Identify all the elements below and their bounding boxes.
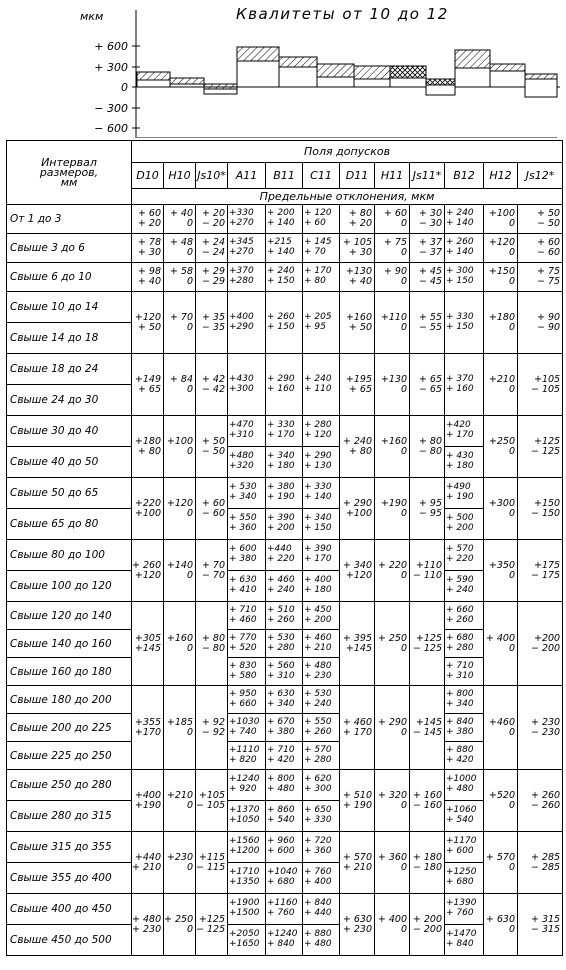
- table-row: [7, 770, 563, 801]
- cell-A11: +370 +280: [228, 263, 266, 292]
- cell-A11: + 550 + 360: [228, 509, 266, 540]
- table-row: [7, 602, 563, 630]
- cell-D10: +180 + 80: [132, 416, 164, 478]
- table-row: [7, 292, 563, 323]
- cell-B12: + 710 + 310: [445, 658, 484, 686]
- cell-C11: + 450 + 200: [303, 602, 340, 630]
- cell-H11: +130 0: [375, 354, 410, 416]
- cell-D11: + 570 + 210: [340, 832, 375, 894]
- table-row: [7, 234, 563, 263]
- cell-Js12: +105 − 105: [518, 354, 563, 416]
- cell-D11: + 240 + 80: [340, 416, 375, 478]
- cell-B12: + 260 + 140: [445, 234, 484, 263]
- column-header: B12: [445, 163, 484, 189]
- cell-H10: +160 0: [164, 602, 196, 686]
- cell-Js10: + 20 − 20: [196, 205, 228, 234]
- tolerance-bar: [237, 47, 279, 87]
- column-header: Js12*: [518, 163, 563, 189]
- cell-A11: +2050 +1650: [228, 925, 266, 956]
- tick-label: + 300: [94, 61, 128, 74]
- row-label: Свыше 160 до 180: [7, 658, 132, 686]
- table-row: [7, 205, 563, 234]
- cell-B11: + 710 + 420: [266, 742, 303, 770]
- row-label: Свыше 80 до 100: [7, 540, 132, 571]
- table-row: [7, 478, 563, 509]
- cell-Js10: + 70 − 70: [196, 540, 228, 602]
- cell-Js11: + 160 − 160: [410, 770, 445, 832]
- tolerance-bar: [170, 78, 204, 87]
- cell-H11: + 220 0: [375, 540, 410, 602]
- cell-Js11: +110 − 110: [410, 540, 445, 602]
- row-label: От 1 до 3: [7, 205, 132, 234]
- cell-A11: +480 +320: [228, 447, 266, 478]
- cell-D10: + 60 + 20: [132, 205, 164, 234]
- cell-H11: + 250 0: [375, 602, 410, 686]
- cell-B12: +1250 + 680: [445, 863, 484, 894]
- tolerance-bar: [137, 72, 170, 87]
- cell-A11: + 770 + 520: [228, 630, 266, 658]
- cell-D10: +149 + 65: [132, 354, 164, 416]
- row-label: Свыше 100 до 120: [7, 571, 132, 602]
- cell-D10: +355 +170: [132, 686, 164, 770]
- cell-D11: + 290 +100: [340, 478, 375, 540]
- cell-A11: + 600 + 380: [228, 540, 266, 571]
- cell-H10: +120 0: [164, 478, 196, 540]
- row-label: Свыше 200 до 225: [7, 714, 132, 742]
- cell-Js10: +105 − 105: [196, 770, 228, 832]
- cell-H11: + 60 0: [375, 205, 410, 234]
- row-label: Свыше 315 до 355: [7, 832, 132, 863]
- cell-D11: +195 + 65: [340, 354, 375, 416]
- cell-Js11: + 95 − 95: [410, 478, 445, 540]
- cell-Js11: + 65 − 65: [410, 354, 445, 416]
- cell-D10: +120 + 50: [132, 292, 164, 354]
- cell-A11: +400 +290: [228, 292, 266, 354]
- table-row: [7, 571, 563, 602]
- cell-Js12: +125 − 125: [518, 416, 563, 478]
- column-header: Js10*: [196, 163, 228, 189]
- cell-H12: +150 0: [484, 263, 518, 292]
- cell-H10: + 84 0: [164, 354, 196, 416]
- cell-D11: + 630 + 230: [340, 894, 375, 956]
- cell-Js12: + 50 − 50: [518, 205, 563, 234]
- table-row: [7, 658, 563, 686]
- cell-C11: + 290 + 130: [303, 447, 340, 478]
- cell-C11: + 760 + 400: [303, 863, 340, 894]
- diagram-title: Квалитеты от 10 до 12: [236, 5, 449, 23]
- row-label: Свыше 50 до 65: [7, 478, 132, 509]
- cell-C11: + 720 + 360: [303, 832, 340, 863]
- table-row: [7, 263, 563, 292]
- row-label: Свыше 140 до 160: [7, 630, 132, 658]
- cell-C11: + 570 + 280: [303, 742, 340, 770]
- column-header: H11: [375, 163, 410, 189]
- cell-B12: +1170 + 600: [445, 832, 484, 863]
- cell-Js10: + 92 − 92: [196, 686, 228, 770]
- cell-H12: + 400 0: [484, 602, 518, 686]
- cell-H11: + 360 0: [375, 832, 410, 894]
- cell-B11: + 960 + 600: [266, 832, 303, 863]
- cell-H12: +520 0: [484, 770, 518, 832]
- cell-Js12: +150 − 150: [518, 478, 563, 540]
- column-header: B11: [266, 163, 303, 189]
- cell-B11: +1160 + 760: [266, 894, 303, 925]
- cell-H10: + 58 0: [164, 263, 196, 292]
- row-label: Свыше 24 до 30: [7, 385, 132, 416]
- cell-Js10: +125 − 125: [196, 894, 228, 956]
- cell-C11: + 280 + 120: [303, 416, 340, 447]
- column-header: C11: [303, 163, 340, 189]
- table-row: [7, 686, 563, 714]
- cell-H12: +250 0: [484, 416, 518, 478]
- row-label: Свыше 250 до 280: [7, 770, 132, 801]
- cell-D10: + 480 + 230: [132, 894, 164, 956]
- tolerance-table: [6, 140, 563, 956]
- table-row: [7, 630, 563, 658]
- cell-Js12: +200 − 200: [518, 602, 563, 686]
- cell-B12: + 500 + 200: [445, 509, 484, 540]
- cell-A11: +1110 + 820: [228, 742, 266, 770]
- cell-B11: +1040 + 680: [266, 863, 303, 894]
- cell-Js10: + 29 − 29: [196, 263, 228, 292]
- cell-C11: + 480 + 230: [303, 658, 340, 686]
- header-interval: Интервал размеров, мм: [7, 141, 132, 205]
- table-row: [7, 801, 563, 832]
- cell-B12: + 590 + 240: [445, 571, 484, 602]
- cell-C11: + 620 + 300: [303, 770, 340, 801]
- row-label: Свыше 18 до 24: [7, 354, 132, 385]
- cell-B12: + 680 + 280: [445, 630, 484, 658]
- table-row: [7, 354, 563, 385]
- cell-H12: +300 0: [484, 478, 518, 540]
- diagram-unit: мкм: [80, 10, 104, 23]
- cell-A11: +430 +300: [228, 354, 266, 416]
- cell-Js10: + 50 − 50: [196, 416, 228, 478]
- tick-label: − 300: [94, 102, 128, 115]
- column-header: A11: [228, 163, 266, 189]
- cell-Js11: + 37 − 37: [410, 234, 445, 263]
- cell-B12: +1390 + 760: [445, 894, 484, 925]
- header-deviations: Предельные отклонения, мкм: [132, 189, 563, 205]
- cell-C11: + 460 + 210: [303, 630, 340, 658]
- cell-B12: + 840 + 380: [445, 714, 484, 742]
- cell-A11: + 630 + 410: [228, 571, 266, 602]
- cell-D11: + 105 + 30: [340, 234, 375, 263]
- cell-H10: + 70 0: [164, 292, 196, 354]
- cell-H10: + 40 0: [164, 205, 196, 234]
- cell-C11: + 530 + 240: [303, 686, 340, 714]
- cell-B11: + 510 + 260: [266, 602, 303, 630]
- cell-A11: +1560 +1200: [228, 832, 266, 863]
- row-label: Свыше 40 до 50: [7, 447, 132, 478]
- cell-H12: +350 0: [484, 540, 518, 602]
- cell-C11: + 550 + 260: [303, 714, 340, 742]
- row-label: Свыше 3 до 6: [7, 234, 132, 263]
- cell-C11: + 240 + 110: [303, 354, 340, 416]
- cell-Js10: + 60 − 60: [196, 478, 228, 540]
- cell-H12: + 630 0: [484, 894, 518, 956]
- cell-C11: + 330 + 140: [303, 478, 340, 509]
- cell-B12: + 240 + 140: [445, 205, 484, 234]
- cell-B12: + 330 + 150: [445, 292, 484, 354]
- cell-H11: + 320 0: [375, 770, 410, 832]
- cell-H12: +210 0: [484, 354, 518, 416]
- table-row: [7, 447, 563, 478]
- cell-D10: +400 +190: [132, 770, 164, 832]
- cell-D10: +440 + 210: [132, 832, 164, 894]
- row-label: Свыше 6 до 10: [7, 263, 132, 292]
- cell-Js12: + 60 − 60: [518, 234, 563, 263]
- cell-Js11: + 55 − 55: [410, 292, 445, 354]
- cell-A11: +1900 +1500: [228, 894, 266, 925]
- cell-B11: +440 + 220: [266, 540, 303, 571]
- cell-B11: + 260 + 150: [266, 292, 303, 354]
- cell-Js12: + 90 − 90: [518, 292, 563, 354]
- column-header: H12: [484, 163, 518, 189]
- cell-H10: + 48 0: [164, 234, 196, 263]
- cell-A11: +330 +270: [228, 205, 266, 234]
- row-label: Свыше 450 до 500: [7, 925, 132, 956]
- row-label: Свыше 30 до 40: [7, 416, 132, 447]
- cell-H11: +110 0: [375, 292, 410, 354]
- cell-A11: +470 +310: [228, 416, 266, 447]
- row-label: Свыше 65 до 80: [7, 509, 132, 540]
- cell-B12: + 430 + 180: [445, 447, 484, 478]
- cell-H10: +100 0: [164, 416, 196, 478]
- cell-B11: + 380 + 190: [266, 478, 303, 509]
- cell-Js11: + 80 − 80: [410, 416, 445, 478]
- cell-Js10: + 80 − 80: [196, 602, 228, 686]
- cell-B12: + 880 + 420: [445, 742, 484, 770]
- cell-B11: + 530 + 280: [266, 630, 303, 658]
- cell-B12: +1060 + 540: [445, 801, 484, 832]
- cell-H10: + 250 0: [164, 894, 196, 956]
- header-fields: Поля допусков: [132, 141, 563, 163]
- cell-B11: + 860 + 540: [266, 801, 303, 832]
- cell-D10: + 260 +120: [132, 540, 164, 602]
- cell-H11: +160 0: [375, 416, 410, 478]
- row-label: Свыше 355 до 400: [7, 863, 132, 894]
- cell-Js12: + 260 − 260: [518, 770, 563, 832]
- tolerance-bar: [426, 79, 455, 95]
- tolerance-bar: [317, 64, 354, 87]
- cell-H12: +460 0: [484, 686, 518, 770]
- cell-Js11: + 200 − 200: [410, 894, 445, 956]
- cell-A11: + 710 + 460: [228, 602, 266, 630]
- column-header: D10: [132, 163, 164, 189]
- cell-C11: + 390 + 170: [303, 540, 340, 571]
- cell-C11: + 145 + 70: [303, 234, 340, 263]
- cell-C11: + 170 + 80: [303, 263, 340, 292]
- cell-D11: + 80 + 20: [340, 205, 375, 234]
- row-label: Свыше 400 до 450: [7, 894, 132, 925]
- cell-C11: + 400 + 180: [303, 571, 340, 602]
- cell-H12: +180 0: [484, 292, 518, 354]
- cell-A11: +1030 + 740: [228, 714, 266, 742]
- table-row: [7, 416, 563, 447]
- tolerance-bar: [390, 66, 426, 87]
- diagram-ticks: [94, 40, 140, 135]
- cell-C11: + 840 + 440: [303, 894, 340, 925]
- cell-H10: +185 0: [164, 686, 196, 770]
- row-label: Свыше 120 до 140: [7, 602, 132, 630]
- table-row: [7, 925, 563, 956]
- cell-B11: +1240 + 840: [266, 925, 303, 956]
- cell-C11: + 650 + 330: [303, 801, 340, 832]
- cell-C11: + 340 + 150: [303, 509, 340, 540]
- cell-B11: + 340 + 180: [266, 447, 303, 478]
- cell-A11: + 830 + 580: [228, 658, 266, 686]
- column-header: H10: [164, 163, 196, 189]
- diagram-bars: [137, 47, 557, 138]
- cell-C11: + 205 + 95: [303, 292, 340, 354]
- cell-H10: +230 0: [164, 832, 196, 894]
- cell-B11: + 560 + 310: [266, 658, 303, 686]
- cell-B11: + 800 + 480: [266, 770, 303, 801]
- tolerance-bar: [204, 84, 237, 94]
- tolerance-bar: [525, 74, 557, 97]
- cell-Js11: + 180 − 180: [410, 832, 445, 894]
- cell-B11: + 330 + 170: [266, 416, 303, 447]
- tolerance-bar: [455, 50, 490, 87]
- cell-Js10: + 35 − 35: [196, 292, 228, 354]
- cell-H12: +120 0: [484, 234, 518, 263]
- table-row: [7, 540, 563, 571]
- cell-D11: +160 + 50: [340, 292, 375, 354]
- cell-A11: +345 +270: [228, 234, 266, 263]
- cell-Js12: + 230 − 230: [518, 686, 563, 770]
- row-label: Свыше 225 до 250: [7, 742, 132, 770]
- cell-Js10: +115 − 115: [196, 832, 228, 894]
- table-row: [7, 894, 563, 925]
- cell-B12: + 660 + 260: [445, 602, 484, 630]
- table-row: [7, 714, 563, 742]
- table-row: [7, 742, 563, 770]
- cell-A11: +1710 +1350: [228, 863, 266, 894]
- cell-Js12: +175 − 175: [518, 540, 563, 602]
- cell-B11: + 670 + 380: [266, 714, 303, 742]
- cell-Js11: + 45 − 45: [410, 263, 445, 292]
- cell-B12: + 570 + 220: [445, 540, 484, 571]
- column-header: Js11*: [410, 163, 445, 189]
- cell-H11: + 290 0: [375, 686, 410, 770]
- cell-A11: +1240 + 920: [228, 770, 266, 801]
- cell-H11: + 400 0: [375, 894, 410, 956]
- cell-B11: + 390 + 200: [266, 509, 303, 540]
- cell-Js10: + 24 − 24: [196, 234, 228, 263]
- tolerance-bar: [490, 64, 525, 87]
- table-row: [7, 509, 563, 540]
- tolerance-bar: [354, 66, 390, 87]
- cell-H12: +100 0: [484, 205, 518, 234]
- cell-H11: + 90 0: [375, 263, 410, 292]
- cell-B11: +215 + 140: [266, 234, 303, 263]
- cell-D10: + 78 + 30: [132, 234, 164, 263]
- cell-B12: + 370 + 160: [445, 354, 484, 416]
- cell-C11: + 120 + 60: [303, 205, 340, 234]
- cell-B11: + 240 + 150: [266, 263, 303, 292]
- cell-Js12: + 75 − 75: [518, 263, 563, 292]
- tolerance-bar: [279, 57, 317, 87]
- table-row: [7, 832, 563, 863]
- cell-Js11: +145 − 145: [410, 686, 445, 770]
- row-label: Свыше 280 до 315: [7, 801, 132, 832]
- tick-label: 0: [121, 81, 128, 94]
- cell-H11: + 75 0: [375, 234, 410, 263]
- tick-label: − 600: [94, 122, 128, 135]
- tick-label: + 600: [94, 40, 128, 53]
- cell-A11: +1370 +1050: [228, 801, 266, 832]
- column-header: D11: [340, 163, 375, 189]
- cell-Js12: + 315 − 315: [518, 894, 563, 956]
- cell-B12: + 800 + 340: [445, 686, 484, 714]
- cell-D11: + 395 +145: [340, 602, 375, 686]
- cell-D11: + 340 +120: [340, 540, 375, 602]
- cell-Js11: +125 − 125: [410, 602, 445, 686]
- tolerance-diagram: [0, 0, 566, 138]
- cell-A11: + 530 + 340: [228, 478, 266, 509]
- table-row: [7, 863, 563, 894]
- cell-D11: +130 + 40: [340, 263, 375, 292]
- cell-B11: + 290 + 160: [266, 354, 303, 416]
- row-label: Свыше 180 до 200: [7, 686, 132, 714]
- cell-H11: +190 0: [375, 478, 410, 540]
- row-label: Свыше 10 до 14: [7, 292, 132, 323]
- cell-D10: +220 +100: [132, 478, 164, 540]
- cell-D10: + 98 + 40: [132, 263, 164, 292]
- cell-H10: +210 0: [164, 770, 196, 832]
- cell-B11: + 200 + 140: [266, 205, 303, 234]
- cell-B12: +420 + 170: [445, 416, 484, 447]
- cell-A11: + 950 + 660: [228, 686, 266, 714]
- cell-B11: + 460 + 240: [266, 571, 303, 602]
- cell-B12: +490 + 190: [445, 478, 484, 509]
- cell-D10: +305 +145: [132, 602, 164, 686]
- cell-B12: +1000 + 480: [445, 770, 484, 801]
- cell-B12: +1470 + 840: [445, 925, 484, 956]
- cell-D11: + 460 + 170: [340, 686, 375, 770]
- cell-Js12: + 285 − 285: [518, 832, 563, 894]
- cell-H12: + 570 0: [484, 832, 518, 894]
- cell-C11: + 880 + 480: [303, 925, 340, 956]
- row-label: Свыше 14 до 18: [7, 323, 132, 354]
- cell-B11: + 630 + 340: [266, 686, 303, 714]
- cell-B12: + 300 + 150: [445, 263, 484, 292]
- cell-D11: + 510 + 190: [340, 770, 375, 832]
- cell-Js10: + 42 − 42: [196, 354, 228, 416]
- cell-H10: +140 0: [164, 540, 196, 602]
- cell-Js11: + 30 − 30: [410, 205, 445, 234]
